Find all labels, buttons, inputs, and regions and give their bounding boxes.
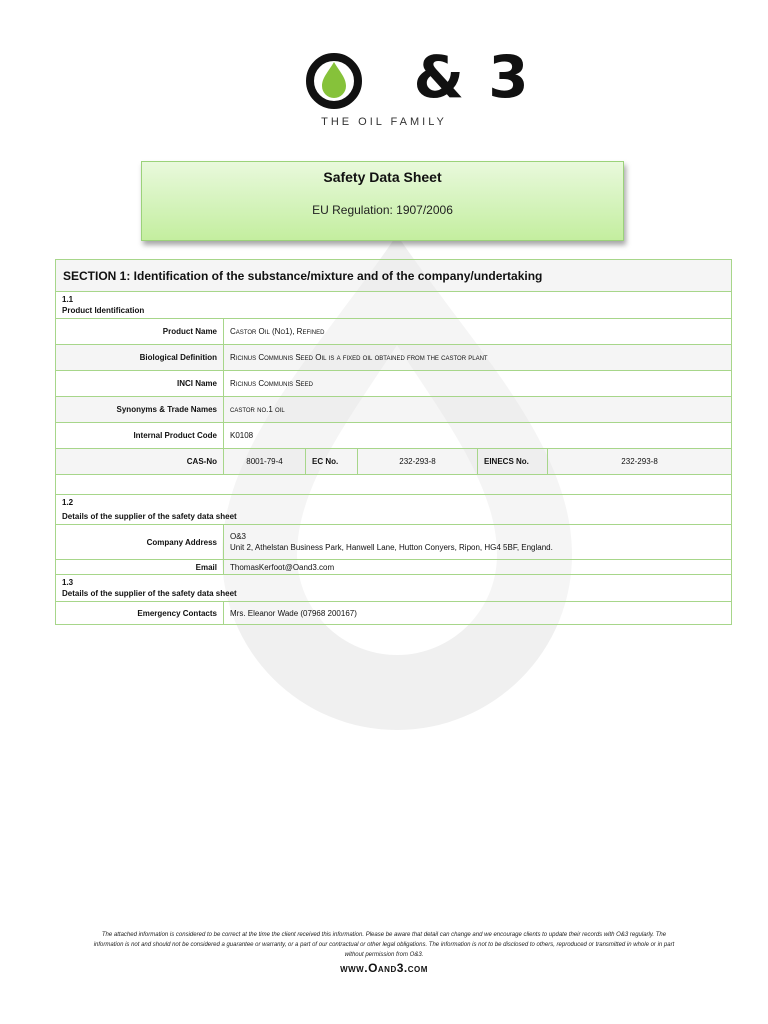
document-title-box <box>141 161 624 241</box>
email-link[interactable]: ThomasKerfoot@Oand3.com <box>224 560 732 575</box>
field-label: Product Name <box>56 319 224 345</box>
field-label: Synonyms & Trade Names <box>56 397 224 423</box>
subsection-number: 1.2 <box>62 498 74 507</box>
subsection-1-3 <box>56 575 732 602</box>
table-row <box>56 423 732 449</box>
table-row <box>56 319 732 345</box>
field-label: Company Address <box>56 525 224 560</box>
table-row <box>56 345 732 371</box>
subsection-title: Details of the supplier of the safety data sheet <box>62 589 237 598</box>
footer-disclaimer: The attached information is considered to be correct at the time the client received this information. Please be aware that detail can change and we encourage clients to update their records with O&3 regularly. The information is not and should not be considered a guarantee or warranty, or a part of our contractual or other legal obligations. The information is not to be disclosed to others, reproduced or transmitted in whole or in part without permission from O&3. <box>93 932 675 958</box>
field-label: Emergency Contacts <box>56 602 224 625</box>
field-label: Internal Product Code <box>56 423 224 449</box>
logo-wordmark <box>340 43 531 111</box>
logo-tagline: THE OIL FAMILY <box>321 116 447 128</box>
document-title: Safety Data Sheet <box>323 169 442 185</box>
table-row <box>56 525 732 560</box>
table-row <box>56 397 732 423</box>
subsection-number: 1.1 <box>62 295 74 304</box>
field-label: CAS-No <box>56 449 224 475</box>
company-address-value: Unit 2, Athelstan Business Park, Hanwell Lane, Hutton Conyers, Ripon, HG4 5BF, England. <box>230 543 553 552</box>
field-label: INCI Name <box>56 371 224 397</box>
table-row <box>56 560 732 575</box>
biological-definition-value: Ricinus Communis Seed Oil is a fixed oil obtained from the castor plant <box>224 345 732 371</box>
inci-name-value: Ricinus Communis Seed <box>224 371 732 397</box>
einecs-number-value: 232-293-8 <box>548 449 732 475</box>
field-label: Email <box>56 560 224 575</box>
table-row <box>56 371 732 397</box>
subsection-number: 1.3 <box>62 578 74 587</box>
section-1-title: SECTION 1: Identification of the substance/mixture and of the company/undertaking <box>56 260 732 292</box>
subsection-title: Details of the supplier of the safety data sheet <box>62 512 237 521</box>
company-logo <box>0 43 768 136</box>
website-link[interactable]: www.Oand3.com <box>340 961 428 975</box>
company-name: O&3 <box>230 532 247 541</box>
section-1-header <box>56 260 732 292</box>
table-row <box>56 602 732 625</box>
spacer-row <box>56 475 732 495</box>
subsection-1-2 <box>56 495 732 525</box>
emergency-contact-value: Mrs. Eleanor Wade (07968 200167) <box>224 602 732 625</box>
field-label: Biological Definition <box>56 345 224 371</box>
section-1-table <box>55 259 732 625</box>
einecs-number-label: EINECS No. <box>478 449 548 475</box>
ec-number-value: 232-293-8 <box>358 449 478 475</box>
subsection-1-1 <box>56 292 732 319</box>
internal-code-value: K0108 <box>224 423 732 449</box>
ec-number-label: EC No. <box>306 449 358 475</box>
regulation-text: EU Regulation: 1907/2006 <box>312 203 453 217</box>
synonyms-value: castor no.1 oil <box>224 397 732 423</box>
table-row <box>56 449 732 475</box>
cas-number-value: 8001-79-4 <box>224 449 306 475</box>
product-name-value: Castor Oil (No1), Refined <box>224 319 732 345</box>
logo-ampersand-three: & 3 <box>391 43 531 111</box>
subsection-title: Product Identification <box>62 306 145 315</box>
